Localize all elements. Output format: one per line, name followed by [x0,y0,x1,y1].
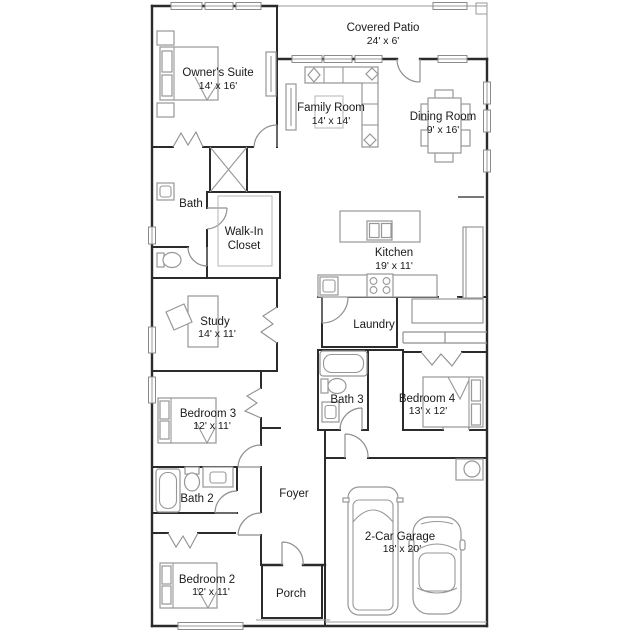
room-label-family-room: Family Room [297,102,365,114]
bath3-fixtures [320,351,367,422]
room-label-bath-3: Bath 3 [330,394,364,406]
hall-closet [403,332,487,343]
nightstand [157,103,174,117]
room-label-garage: 2-Car Garage [364,531,436,543]
room-dims-covered-patio: 24' x 6' [366,35,400,47]
sink-icon [203,467,233,487]
room-label-bedroom-4: Bedroom 4 [398,393,456,405]
room-label-bath-2: Bath 2 [180,493,214,505]
room-label-closet: Closet [227,240,261,252]
kitchen-counter [318,274,437,297]
nightstand [157,31,174,45]
room-label-bedroom-3: Bedroom 3 [179,408,237,420]
patio-column [476,3,487,14]
room-label-foyer: Foyer [279,488,309,500]
room-dims-family-room: 14' x 14' [311,115,351,127]
room-label-kitchen: Kitchen [374,247,414,259]
room-dims-owners-suite: 14' x 16' [198,80,238,92]
toilet-icon [185,467,200,491]
toilet-icon [321,379,346,394]
room-label-walk-in: Walk-In [224,226,264,238]
room-label-study: Study [200,316,230,328]
room-dims-dining-room: 9' x 16' [426,124,460,136]
room-label-bedroom-2: Bedroom 2 [178,574,236,586]
room-label-bath: Bath [179,198,203,210]
room-label-owners-suite: Owner's Suite [182,67,254,79]
media-niche [266,52,296,130]
room-label-dining-room: Dining Room [409,111,477,123]
room-dims-bedroom-4: 13' x 12' [408,405,448,417]
bath2-fixtures [156,467,233,512]
toilet-icon [157,253,181,268]
room-label-porch: Porch [275,588,307,600]
kitchen-island [340,211,420,242]
room-label-covered-patio: Covered Patio [346,22,420,34]
shower-icon [210,147,247,192]
room-dims-bedroom-3: 12' x 11' [193,420,231,432]
drop-zone-bench [412,299,483,323]
room-dims-garage: 18' x 20' [382,543,422,555]
stove-icon [367,274,393,297]
room-label-laundry: Laundry [353,319,395,331]
kitchen-side-counter [463,227,483,298]
room-dims-bedroom-2: 12' x 11' [192,586,230,598]
slab-edges [256,620,487,622]
room-dims-kitchen: 19' x 11' [375,260,413,272]
room-dims-study: 14' x 11' [198,328,236,340]
water-heater-icon [456,459,483,480]
